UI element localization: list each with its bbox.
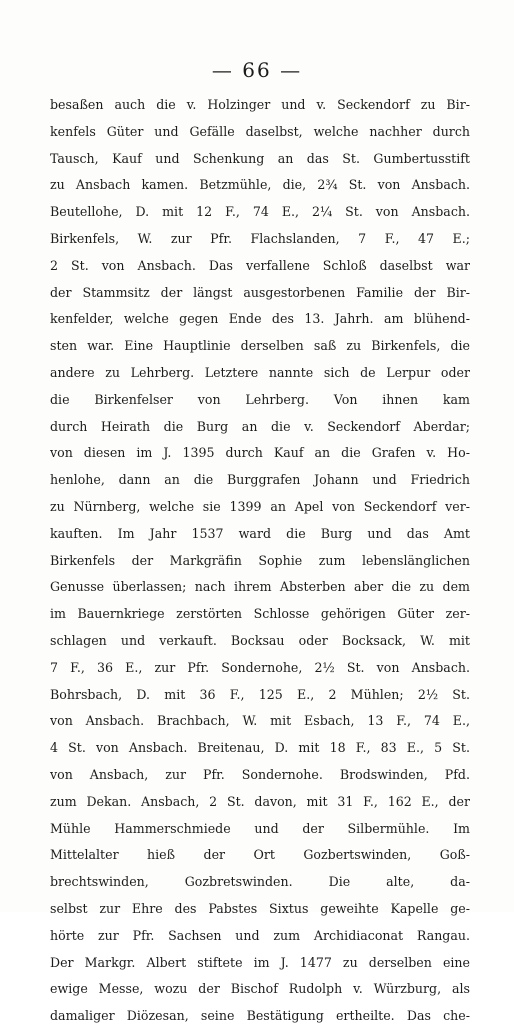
text-line: zum Dekan. Ansbach, 2 St. davon, mit 31 F., 162 E., der bbox=[50, 793, 470, 809]
text-line: Genusse überlassen; nach ihrem Absterben aber die zu dem bbox=[50, 579, 470, 595]
text-line: Birkenfels der Markgräfin Sophie zum lebenslänglichen bbox=[50, 552, 470, 568]
page-number: — 66 — bbox=[211, 58, 303, 82]
text-line: kenfels Güter und Gefälle daselbst, welche nachher durch bbox=[50, 123, 470, 139]
text-line: besaßen auch die v. Holzinger und v. Seckendorf zu Bir- bbox=[50, 97, 470, 112]
text-line: 4 St. von Ansbach. Breitenau, D. mit 18 F., 83 E., 5 St. bbox=[50, 740, 470, 756]
text-line: schlagen und verkauft. Bocksau oder Bocksack, W. mit bbox=[50, 632, 470, 648]
text-line: kenfelder, welche gegen Ende des 13. Jahrh. am blühend- bbox=[50, 311, 470, 327]
text-line: Tausch, Kauf und Schenkung an das St. Gumbertusstift bbox=[50, 150, 470, 166]
text-line: zu Ansbach kamen. Betzmühle, die, 2¾ St. von Ansbach. bbox=[50, 177, 470, 193]
text-line: 2 St. von Ansbach. Das verfallene Schloß daselbst war bbox=[50, 257, 470, 273]
text-line: Mühle Hammerschmiede und der Silbermühle. Im bbox=[50, 820, 470, 836]
text-line: damaliger Diözesan, seine Bestätigung ertheilte. Das che- bbox=[50, 1008, 470, 1024]
text-line: im Bauernkriege zerstörten Schlosse gehörigen Güter zer- bbox=[50, 606, 470, 622]
text-line: Mittelalter hieß der Ort Gozbertswinden, Goß- bbox=[50, 847, 470, 863]
text-line: Birkenfels, W. zur Pfr. Flachslanden, 7 F., 47 E.; bbox=[50, 230, 470, 246]
text-line: die Birkenfelser von Lehrberg. Von ihnen kam bbox=[50, 391, 470, 407]
text-line: brechtswinden, Gozbretswinden. Die alte, da- bbox=[50, 874, 470, 890]
text-line: selbst zur Ehre des Pabstes Sixtus geweihte Kapelle ge- bbox=[50, 900, 470, 916]
text-line: von Ansbach, zur Pfr. Sondernohe. Brodswinden, Pfd. bbox=[50, 766, 470, 782]
text-line: kauften. Im Jahr 1537 ward die Burg und das Amt bbox=[50, 525, 470, 541]
text-line: 7 F., 36 E., zur Pfr. Sondernohe, 2½ St. von Ansbach. bbox=[50, 659, 470, 675]
text-line: sten war. Eine Hauptlinie derselben saß zu Birkenfels, die bbox=[50, 338, 470, 354]
body-text bbox=[50, 92, 470, 1030]
text-line: Der Markgr. Albert stiftete im J. 1477 zu derselben eine bbox=[50, 954, 470, 970]
text-line: andere zu Lehrberg. Letztere nannte sich de Lerpur oder bbox=[50, 364, 470, 380]
text-line: ewige Messe, wozu der Bischof Rudolph v. Würzburg, als bbox=[50, 981, 470, 997]
text-line: der Stammsitz der längst ausgestorbenen Familie der Bir- bbox=[50, 284, 470, 300]
text-line: Beutellohe, D. mit 12 F., 74 E., 2¼ St. von Ansbach. bbox=[50, 204, 470, 220]
text-line: von Ansbach. Brachbach, W. mit Esbach, 13 F., 74 E., bbox=[50, 713, 470, 729]
text-line: Bohrsbach, D. mit 36 F., 125 E., 2 Mühlen; 2½ St. bbox=[50, 686, 470, 702]
text-line: hörte zur Pfr. Sachsen und zum Archidiaconat Rangau. bbox=[50, 927, 470, 943]
text-line: henlohe, dann an die Burggrafen Johann und Friedrich bbox=[50, 472, 470, 488]
text-line: zu Nürnberg, welche sie 1399 an Apel von Seckendorf ver- bbox=[50, 498, 470, 514]
text-line: durch Heirath die Burg an die v. Seckendorf Aberdar; bbox=[50, 418, 470, 434]
text-line: von diesen im J. 1395 durch Kauf an die Grafen v. Ho- bbox=[50, 445, 470, 461]
